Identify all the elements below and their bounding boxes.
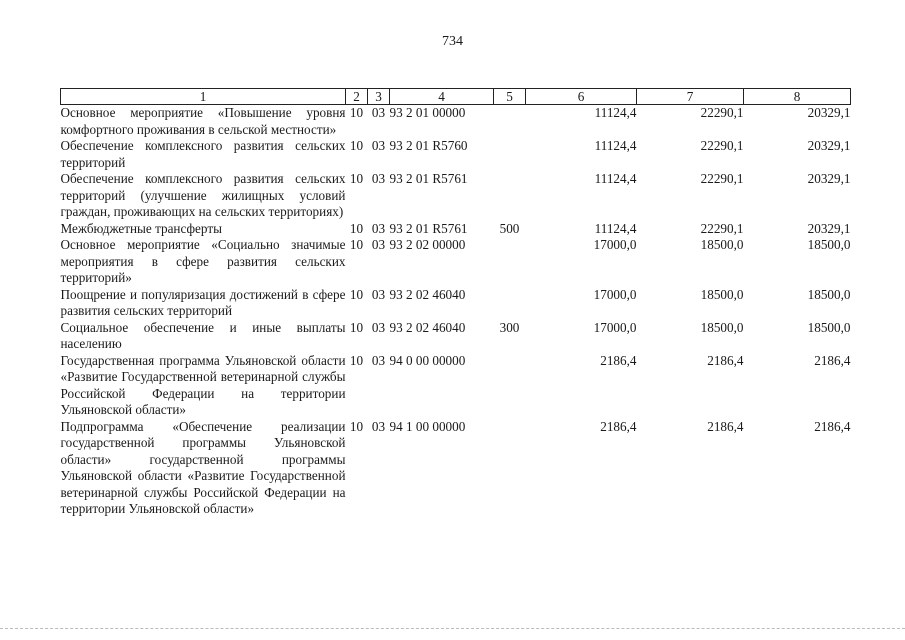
- row-name: Подпрограмма «Обеспечение реализации государственной программы Ульяновской области» государственной программы Ульяновской области «Развитие Государственной ветеринарной службы Российской Федерации на территории Ульяновской области»: [60, 418, 346, 516]
- row-section: 10: [349, 319, 364, 335]
- row-amount-col7: 22290,1: [700, 105, 744, 120]
- row-subsection: 03: [371, 237, 386, 252]
- header-col-7: 7: [637, 89, 744, 105]
- row-name: Межбюджетные трансферты: [60, 220, 222, 236]
- row-expense-type: [494, 138, 526, 171]
- row-amount-col8: 18500,0: [807, 286, 851, 302]
- row-amount-col6: 11124,4: [594, 105, 637, 120]
- header-col-2: 2: [346, 89, 368, 105]
- row-name: Обеспечение комплексного развития сельских территорий: [60, 138, 346, 170]
- header-col-8: 8: [744, 89, 851, 105]
- row-subsection: 03: [371, 319, 386, 335]
- row-amount-col6: 11124,4: [594, 220, 637, 236]
- row-target-code: 93 2 02 46040: [389, 319, 466, 335]
- row-amount-col7: 2186,4: [707, 352, 744, 368]
- table-row: [61, 221, 851, 238]
- row-section: 10: [349, 105, 364, 120]
- header-col-1: 1: [61, 89, 346, 105]
- table-header-row: [61, 89, 851, 105]
- row-amount-col7: 18500,0: [700, 237, 744, 252]
- row-amount-col7: 22290,1: [700, 138, 744, 153]
- row-expense-type: [494, 237, 526, 287]
- row-target-code: 94 0 00 00000: [389, 352, 466, 368]
- row-name: Основное мероприятие «Социально значимые мероприятия в сфере развития сельских территорий»: [60, 237, 346, 285]
- row-amount-col8: 18500,0: [807, 237, 851, 252]
- table-row: [61, 353, 851, 419]
- row-amount-col8: 2186,4: [814, 352, 851, 368]
- row-subsection: 03: [371, 220, 386, 236]
- row-amount-col6: 17000,0: [593, 319, 637, 335]
- row-target-code: 93 2 02 46040: [389, 286, 466, 302]
- row-amount-col6: 11124,4: [594, 171, 637, 186]
- row-amount-col6: 2186,4: [600, 352, 637, 368]
- row-section: 10: [349, 171, 364, 186]
- row-section: 10: [349, 418, 364, 434]
- row-amount-col7: 22290,1: [700, 220, 744, 236]
- table-row: [61, 138, 851, 171]
- row-expense-type: 500: [499, 220, 520, 236]
- row-amount-col8: 18500,0: [807, 319, 851, 335]
- row-amount-col6: 2186,4: [600, 418, 637, 434]
- row-section: 10: [349, 138, 364, 153]
- row-expense-type: [494, 105, 526, 139]
- row-amount-col7: 18500,0: [700, 319, 744, 335]
- row-expense-type: [494, 353, 526, 419]
- row-amount-col8: 20329,1: [807, 138, 851, 153]
- row-name: Социальное обеспечение и иные выплаты населению: [60, 319, 346, 351]
- page-number: 734: [442, 34, 463, 49]
- row-amount-col6: 11124,4: [594, 138, 637, 153]
- row-expense-type: [494, 419, 526, 518]
- row-amount-col6: 17000,0: [593, 237, 637, 252]
- table-row: [61, 419, 851, 518]
- row-section: 10: [349, 237, 364, 252]
- row-target-code: 93 2 01 R5761: [389, 220, 468, 236]
- row-target-code: 93 2 01 R5761: [389, 171, 468, 186]
- row-expense-type: [494, 287, 526, 320]
- table-body: [61, 105, 851, 518]
- row-subsection: 03: [371, 105, 386, 120]
- budget-table: [60, 88, 851, 518]
- header-col-4: 4: [390, 89, 494, 105]
- header-col-6: 6: [526, 89, 637, 105]
- row-amount-col8: 20329,1: [807, 171, 851, 186]
- row-amount-col6: 17000,0: [593, 286, 637, 302]
- row-target-code: 94 1 00 00000: [389, 418, 466, 434]
- row-expense-type: 300: [499, 319, 520, 335]
- row-name: Государственная программа Ульяновской области «Развитие Государственной ветеринарной службы Российской Федерации на территории Ульяновской области»: [60, 352, 346, 417]
- table-row: [61, 320, 851, 353]
- row-section: 10: [349, 352, 364, 368]
- row-subsection: 03: [371, 138, 386, 153]
- row-name: Обеспечение комплексного развития сельских территорий (улучшение жилищных условий граждан, проживающих на сельских территориях): [60, 171, 346, 219]
- table-row: [61, 171, 851, 221]
- row-subsection: 03: [371, 352, 386, 368]
- row-name: Основное мероприятие «Повышение уровня комфортного проживания в сельской местности»: [60, 105, 346, 137]
- page-bottom-edge: [0, 628, 905, 629]
- row-amount-col8: 2186,4: [814, 418, 851, 434]
- row-section: 10: [349, 286, 364, 302]
- row-target-code: 93 2 01 R5760: [389, 138, 468, 153]
- row-amount-col8: 20329,1: [807, 105, 851, 120]
- header-col-3: 3: [368, 89, 390, 105]
- row-section: 10: [349, 220, 364, 236]
- row-expense-type: [494, 171, 526, 221]
- row-amount-col8: 20329,1: [807, 220, 851, 236]
- row-target-code: 93 2 01 00000: [389, 105, 466, 120]
- table-row: [61, 105, 851, 139]
- row-name: Поощрение и популяризация достижений в сфере развития сельских территорий: [60, 286, 346, 318]
- row-subsection: 03: [371, 171, 386, 186]
- row-subsection: 03: [371, 418, 386, 434]
- row-amount-col7: 18500,0: [700, 286, 744, 302]
- row-amount-col7: 2186,4: [707, 418, 744, 434]
- table-row: [61, 237, 851, 287]
- table-row: [61, 287, 851, 320]
- row-amount-col7: 22290,1: [700, 171, 744, 186]
- row-subsection: 03: [371, 286, 386, 302]
- header-col-5: 5: [494, 89, 526, 105]
- row-target-code: 93 2 02 00000: [389, 237, 466, 252]
